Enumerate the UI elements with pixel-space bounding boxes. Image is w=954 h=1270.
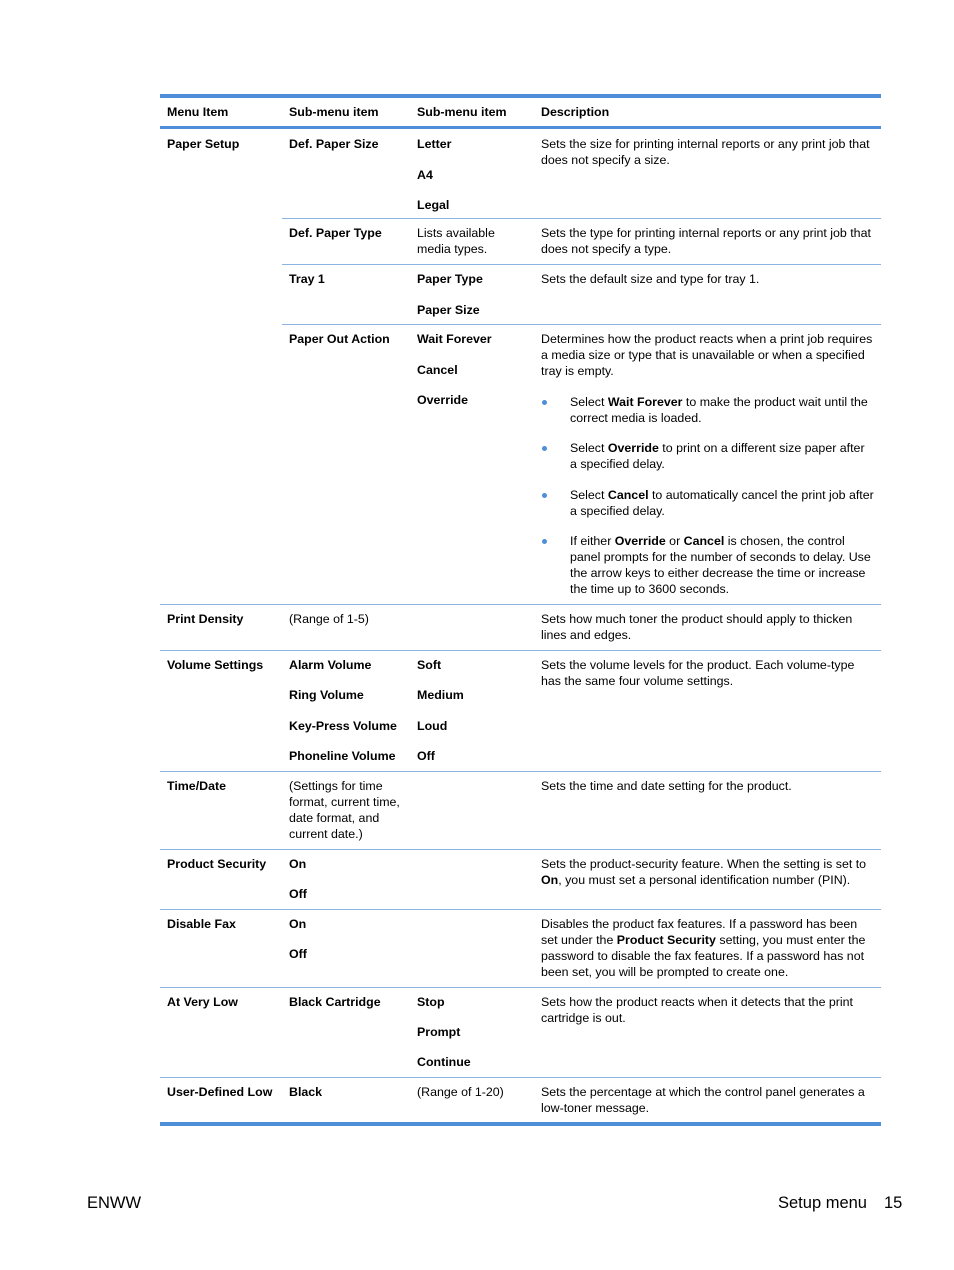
menu-paper-setup: Paper Setup (167, 137, 240, 151)
description-line: been set, you will be prompted to create one. (541, 965, 789, 979)
row-divider (160, 849, 881, 850)
submenu-tray-1: Tray 1 (289, 272, 325, 286)
option-legal: Legal (417, 198, 450, 212)
description-line: cartridge is out. (541, 1011, 626, 1025)
option-override: Override (417, 393, 468, 407)
description-line: Sets the volume levels for the product. Each volume-type (541, 658, 855, 672)
sub-line: date format, and (289, 811, 380, 825)
description-line: Sets the default size and type for tray 1. (541, 272, 760, 286)
option-on: On (289, 917, 307, 931)
row-divider (282, 264, 881, 265)
row-divider (160, 650, 881, 651)
row-divider (160, 771, 881, 772)
description-line: low-toner message. (541, 1101, 650, 1115)
bullet-text: Select Override to print on a different size paper after (570, 441, 865, 455)
row-divider (160, 1077, 881, 1078)
row-divider (160, 987, 881, 988)
description-line: a media size or type that is unavailable or when a specified (541, 348, 865, 362)
table-bottom-rule (160, 1122, 881, 1126)
option-off: Off (289, 947, 307, 961)
submenu-paper-out-action: Paper Out Action (289, 332, 390, 346)
option-paper-size: Paper Size (417, 303, 480, 317)
header-submenu-item: Sub-menu item (289, 105, 379, 119)
description-line: has the same four volume settings. (541, 674, 734, 688)
description-line: Sets the percentage at which the control panel generates a (541, 1085, 865, 1099)
description-line: Sets the time and date setting for the product. (541, 779, 792, 793)
option-loud: Loud (417, 719, 448, 733)
bullet-icon (542, 493, 547, 498)
row-divider (282, 324, 881, 325)
row-divider (160, 604, 881, 605)
bullet-text: correct media is loaded. (570, 411, 702, 425)
table-header-rule (160, 126, 881, 129)
sub2-line: media types. (417, 242, 488, 256)
sub-line: current date.) (289, 827, 363, 841)
option-prompt: Prompt (417, 1025, 461, 1039)
option-soft: Soft (417, 658, 442, 672)
header-menu-item: Menu Item (167, 105, 229, 119)
bullet-icon (542, 446, 547, 451)
submenu-def-paper-type: Def. Paper Type (289, 226, 382, 240)
option-stop: Stop (417, 995, 445, 1009)
bullet-text: a specified delay. (570, 504, 665, 518)
option-wait-forever: Wait Forever (417, 332, 492, 346)
bullet-text: Select Cancel to automatically cancel the print job after (570, 488, 874, 502)
menu-time-date: Time/Date (167, 779, 226, 793)
submenu-ring-volume: Ring Volume (289, 688, 364, 702)
description-line: Determines how the product reacts when a print job requires (541, 332, 873, 346)
submenu-key-press-volume: Key-Press Volume (289, 719, 397, 733)
bullet-text: a specified delay. (570, 457, 665, 471)
submenu-phoneline-volume: Phoneline Volume (289, 749, 396, 763)
description-line: Sets how the product reacts when it detects that the print (541, 995, 854, 1009)
option-paper-type: Paper Type (417, 272, 483, 286)
description-line: On, you must set a personal identification number (PIN). (541, 873, 851, 887)
bullet-icon (542, 400, 547, 405)
bullet-text: the arrow keys to either decrease the time or increase (570, 566, 866, 580)
range-text: (Range of 1-20) (417, 1085, 504, 1099)
range-text: (Range of 1-5) (289, 612, 369, 626)
description-line: password to disable the fax features. If a password has not (541, 949, 865, 963)
option-medium: Medium (417, 688, 464, 702)
sub2-line: Lists available (417, 226, 495, 240)
description-line: Sets the type for printing internal reports or any print job that (541, 226, 871, 240)
option-off: Off (417, 749, 435, 763)
row-divider (282, 218, 881, 219)
description-line: does not specify a type. (541, 242, 672, 256)
option-continue: Continue (417, 1055, 471, 1069)
page-number: 15 (884, 1194, 903, 1212)
footer-section: Setup menu (778, 1194, 867, 1212)
description-line: lines and edges. (541, 628, 632, 642)
description-line: Sets the product-security feature. When the setting is set to (541, 857, 867, 871)
submenu-black: Black (289, 1085, 323, 1099)
description-line: Sets the size for printing internal reports or any print job that (541, 137, 870, 151)
header-submenu-item-2: Sub-menu item (417, 105, 507, 119)
table-top-rule (160, 94, 881, 98)
description-line: set under the Product Security setting, you must enter the (541, 933, 866, 947)
bullet-text: panel prompts for the number of seconds to delay. Use (570, 550, 871, 564)
footer-left: ENWW (87, 1194, 142, 1212)
bullet-icon (542, 539, 547, 544)
submenu-alarm-volume: Alarm Volume (289, 658, 372, 672)
menu-at-very-low: At Very Low (167, 995, 238, 1009)
menu-disable-fax: Disable Fax (167, 917, 236, 931)
description-line: Disables the product fax features. If a password has been (541, 917, 858, 931)
option-a4: A4 (417, 168, 433, 182)
description-line: does not specify a size. (541, 153, 670, 167)
menu-print-density: Print Density (167, 612, 244, 626)
sub-line: format, current time, (289, 795, 400, 809)
description-line: tray is empty. (541, 364, 614, 378)
bullet-text: Select Wait Forever to make the product wait until the (570, 395, 868, 409)
row-divider (160, 909, 881, 910)
option-cancel: Cancel (417, 363, 458, 377)
option-off: Off (289, 887, 307, 901)
menu-product-security: Product Security (167, 857, 267, 871)
description-line: Sets how much toner the product should apply to thicken (541, 612, 853, 626)
bullet-text: the time up to 3600 seconds. (570, 582, 730, 596)
sub-line: (Settings for time (289, 779, 383, 793)
menu-volume-settings: Volume Settings (167, 658, 264, 672)
submenu-def-paper-size: Def. Paper Size (289, 137, 379, 151)
option-on: On (289, 857, 307, 871)
header-description: Description (541, 105, 610, 119)
bullet-text: If either Override or Cancel is chosen, the control (570, 534, 845, 548)
option-letter: Letter (417, 137, 452, 151)
menu-user-defined-low: User-Defined Low (167, 1085, 273, 1099)
submenu-black-cartridge: Black Cartridge (289, 995, 381, 1009)
